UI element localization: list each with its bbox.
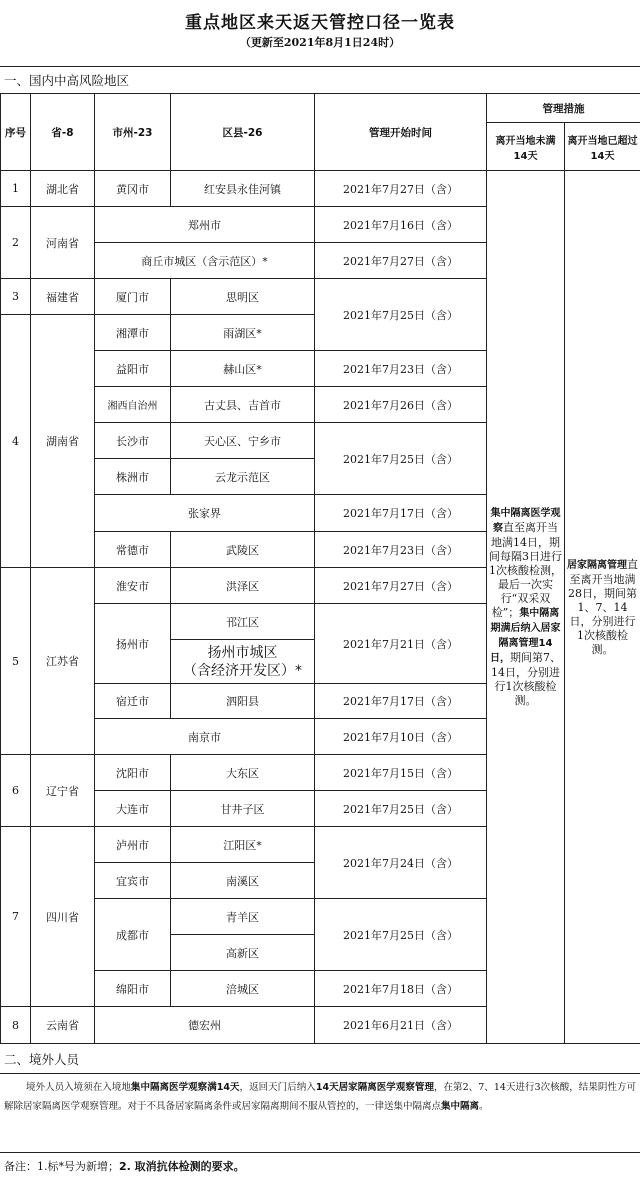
row-start-time: 2021年7月23日（含）: [315, 532, 487, 568]
row-start-time: 2021年7月26日（含）: [315, 387, 487, 423]
row-city: 扬州市: [95, 604, 171, 684]
row-start-time: 2021年7月23日（含）: [315, 351, 487, 387]
row-province: 辽宁省: [31, 755, 95, 827]
measure-over-14: [565, 171, 640, 1044]
risk-area-table: [0, 93, 640, 1044]
page-subtitle: （更新至2021年8月1日24时）: [239, 36, 401, 49]
foreign-text-4: 。: [479, 1101, 489, 1112]
measure-under-text-2: 期间第7、14日，分别进行1次核酸检测。: [491, 651, 561, 707]
row-area: 德宏州: [95, 1007, 315, 1044]
measure-over-text-1: 直至离开当地满28日，期间第1、7、14日，分别进行1次核酸检测。: [568, 557, 638, 656]
row-city: 宿迁市: [95, 684, 171, 719]
table-header-row: [1, 94, 640, 123]
note-text: 备注：1.标*号为新增；: [4, 1160, 119, 1173]
row-start-time: 2021年7月21日（含）: [315, 604, 487, 684]
row-province: 江苏省: [31, 568, 95, 755]
row-city: 沈阳市: [95, 755, 171, 791]
row-seq: 5: [1, 568, 31, 755]
row-district: 甘井子区: [171, 791, 315, 827]
row-city: 常德市: [95, 532, 171, 568]
row-district: 思明区: [171, 279, 315, 315]
row-seq: 8: [1, 1007, 31, 1044]
row-city: 淮安市: [95, 568, 171, 604]
row-city: 长沙市: [95, 423, 171, 459]
row-district: 天心区、宁乡市: [171, 423, 315, 459]
section-foreign-heading: 二、境外人员: [4, 1052, 80, 1067]
row-province: 福建省: [31, 279, 95, 315]
row-district: 大东区: [171, 755, 315, 791]
row-start-time: 2021年7月10日（含）: [315, 719, 487, 755]
note-bold: 2. 取消抗体检测的要求。: [119, 1160, 245, 1173]
header-city: 市州-23: [95, 94, 171, 171]
row-district: 武陵区: [171, 532, 315, 568]
row-start-time: 2021年7月17日（含）: [315, 684, 487, 719]
row-start-time: 2021年7月17日（含）: [315, 495, 487, 532]
row-start-time: 2021年7月27日（含）: [315, 171, 487, 207]
header-seq: 序号: [1, 94, 31, 171]
foreign-bold-2: 14天居家隔离医学观察管理: [315, 1082, 434, 1093]
row-district: 南溪区: [171, 863, 315, 899]
row-city: 株洲市: [95, 459, 171, 495]
foreign-bold-3: 集中隔离: [441, 1101, 480, 1112]
row-district: 邗江区: [171, 604, 315, 640]
section-domestic-heading: 一、国内中高风险地区: [0, 66, 640, 93]
foreign-text-1: 境外人员入境须在入境地: [26, 1082, 131, 1093]
foreign-text-3: ，在第2、7、14天进行3次核酸，结果阴性方可解除居家隔离医学观察管理。对于不具备居家隔离条件或居家隔离期间不服从管控的，一律送集中隔离点: [4, 1082, 636, 1112]
table-row: [1, 171, 640, 207]
row-city: 湘西自治州: [95, 387, 171, 423]
row-area: 张家界: [95, 495, 315, 532]
row-start-time: 2021年7月24日（含）: [315, 827, 487, 899]
row-district: 涪城区: [171, 971, 315, 1007]
header-district: 区县-26: [171, 94, 315, 171]
row-city: 厦门市: [95, 279, 171, 315]
header-measures: 管理措施: [487, 94, 640, 123]
measure-under-text-1: 直至离开当地满14日，期间每隔3日进行1次核酸检测，最后一次实行“双采双检”；: [489, 521, 562, 619]
row-start-time: 2021年7月25日（含）: [315, 791, 487, 827]
measure-under-bold-2: 集中隔离期满后纳入居家隔离管理14日，: [490, 608, 561, 664]
row-city: 成都市: [95, 899, 171, 971]
row-seq: 2: [1, 207, 31, 279]
row-area-new: 商丘市城区（含示范区）*: [95, 243, 315, 279]
row-city: 黄冈市: [95, 171, 171, 207]
measure-under-14: [487, 171, 565, 1044]
row-start-time: 2021年7月16日（含）: [315, 207, 487, 243]
row-city-new: 泸州市: [95, 827, 171, 863]
row-district: 高新区: [171, 935, 315, 971]
measure-under-bold-1: 集中隔离医学观察: [490, 508, 561, 534]
row-start-time: 2021年7月25日（含）: [315, 279, 487, 351]
row-district: 青羊区: [171, 899, 315, 935]
row-province: 云南省: [31, 1007, 95, 1044]
row-province: 湖北省: [31, 171, 95, 207]
row-city-new: 湘潭市: [95, 315, 171, 351]
row-province: 河南省: [31, 207, 95, 279]
foreign-text-2: ，返回天门后纳入: [239, 1082, 316, 1093]
row-start-time: 2021年7月25日（含）: [315, 423, 487, 495]
row-start-time: 2021年7月25日（含）: [315, 899, 487, 971]
row-province: 湖南省: [31, 315, 95, 568]
row-city: 绵阳市: [95, 971, 171, 1007]
row-district-new: 江阳区*: [171, 827, 315, 863]
row-district: 红安县永佳河镇: [171, 171, 315, 207]
page-title: 重点地区来天返天管控口径一览表: [185, 13, 455, 33]
header-under-14: 离开当地未满14天: [487, 123, 565, 171]
row-start-time: 2021年7月27日（含）: [315, 243, 487, 279]
row-seq: 3: [1, 279, 31, 315]
row-city: 大连市: [95, 791, 171, 827]
row-start-time: 2021年7月27日（含）: [315, 568, 487, 604]
row-district-new: 雨湖区*: [171, 315, 315, 351]
row-seq: 6: [1, 755, 31, 827]
measure-over-bold-1: 居家隔离管理: [567, 559, 627, 571]
row-district: 云龙示范区: [171, 459, 315, 495]
row-start-time: 2021年7月18日（含）: [315, 971, 487, 1007]
row-district-new: 赫山区*: [171, 351, 315, 387]
row-area: 郑州市: [95, 207, 315, 243]
header-start-time: 管理开始时间: [315, 94, 487, 171]
row-city-new: 益阳市: [95, 351, 171, 387]
row-district: 古丈县、吉首市: [171, 387, 315, 423]
remarks-note: [4, 1158, 634, 1174]
foreign-policy-paragraph: [0, 1073, 640, 1153]
row-district: 泗阳县: [171, 684, 315, 719]
row-seq: 4: [1, 315, 31, 568]
header-over-14: 离开当地已超过14天: [565, 123, 640, 171]
row-province: 四川省: [31, 827, 95, 1007]
row-city: 宜宾市: [95, 863, 171, 899]
row-district: 洪泽区: [171, 568, 315, 604]
foreign-bold-1: 集中隔离医学观察满14天: [130, 1082, 240, 1093]
row-start-time: 2021年7月15日（含）: [315, 755, 487, 791]
row-area: 南京市: [95, 719, 315, 755]
row-start-time: 2021年6月21日（含）: [315, 1007, 487, 1044]
row-seq: 7: [1, 827, 31, 1007]
row-seq: 1: [1, 171, 31, 207]
header-province: 省-8: [31, 94, 95, 171]
row-district-new: 扬州市城区 （含经济开发区）*: [171, 640, 315, 684]
